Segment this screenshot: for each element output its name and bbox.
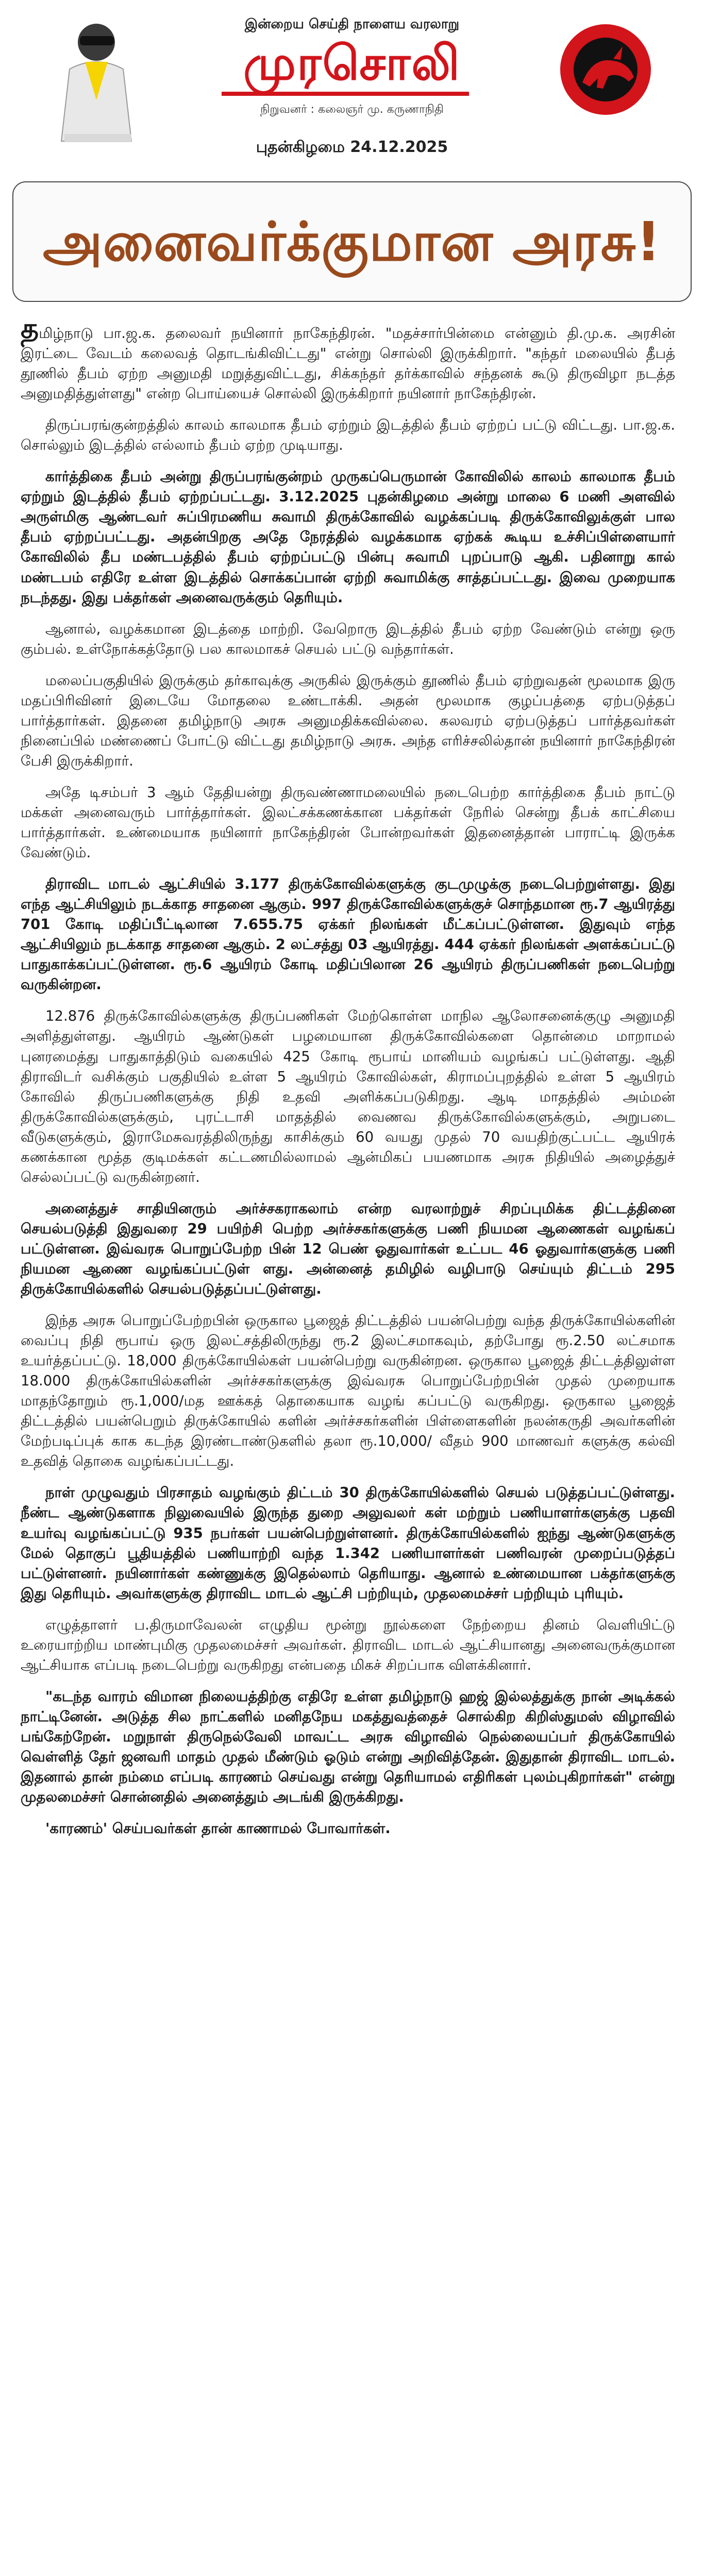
paragraph-3: கார்த்திகை தீபம் அன்று திருப்பரங்குன்றம் முருகப்பெருமான் கோவிலில் காலம் காலமாக தீபம் ஏற்றும் இடத்தில் தீபம் ஏற்றப்பட்டது. 3.12.2025 புதன்கிழமை அன்று மாலை 6 மணி அளவில் அருள்மிகு ஆண்டவர் சுப்பிரமணிய சுவாமி திருக்கோவில் வழக்கப்படி திருக்கோவிலுக்குள் பால தீபம் ஏற்றப்பட்டது. அதன்பிறகு அதே நேரத்தில் வழக்கமாக ஏற்கக் கூடிய உச்சிப்பிள்ளையார் கோவிலில் தீப மண்டபத்தில் தீபம் ஏற்றப்பட்டு பின்பு சுவாமி புறப்பாடு ஆகி. பதினாறு கால் மண்டபம் எதிரே உள்ள இடத்தில் சொக்கப்பான் ஏற்றி சுவாமிக்கு சாத்தப்பட்டது. இவை முறையாக நடந்தது. இது பக்தர்கள் அனைவருக்கும் தெரியும். [21, 468, 675, 606]
drop-cap: த [21, 312, 39, 345]
paragraph-8: 12.876 திருக்கோவில்களுக்கு திருப்பணிகள் மேற்கொள்ள மாநில ஆலோசனைக்குழு அனுமதி அளித்துள்ளது. ஆயிரம் ஆண்டுகள் பழமையான திருக்கோவில்களை தொன்மை மாறாமல் புனரமைத்து பாதுகாத்திடும் வகையில் 425 கோடி ரூபாய் மானியம் வழங்கப் பட்டுள்ளது. ஆதி திராவிடர் வசிக்கும் பகுதியில் உள்ள 5 ஆயிரம் கோவில்கள், கிராமப்புறத்தில் உள்ள 5 ஆயிரம் கோவில் திருப்பணிகளுக்கு நிதி உதவி அளிக்கப்படுகிறது. ஆடி மாதத்தில் அம்மன் திருக்கோவில்களுக்கும், புரட்டாசி மாதத்தில் வைணவ திருக்கோவில்களுக்கும், அறுபடை வீடுகளுக்கும், இராமேசுவரத்திலிருந்து காசிக்கும் 60 வயது முதல் 70 வயதிற்குட்பட்ட ஆயிரக் கணக்கான மூத்த குடிமக்கள் கட்டணமில்லாமல் ஆன்மிகப் பயணமாக அரசு நிதியில் அழைத்துச் செல்லப்பட்டு வருகின்றனர். [21, 1008, 675, 1185]
paragraph-7: திராவிட மாடல் ஆட்சியில் 3.177 திருக்கோவில்களுக்கு குடமுழுக்கு நடைபெற்றுள்ளது. இது எந்த ஆட்சியிலும் நடக்காத சாதனை ஆகும். 997 திருக்கோவில்களுக்குச் சொந்தமான ரூ.7 ஆயிரத்து 701 கோடி மதிப்பீட்டிலான 7.655.75 ஏக்கர் நிலங்கள் மீட்கப்பட்டுள்ளன. இதுவும் எந்த ஆட்சியிலும் நடக்காத சாதனை ஆகும். 2 லட்சத்து 03 ஆயிரத்து. 444 ஏக்கர் நிலங்கள் அளக்கப்பட்டு பாதுகாக்கப்பட்டுள்ளன. ரூ.6 ஆயிரம் கோடி மதிப்பிலான 26 ஆயிரம் திருப்பணிகள் நடைபெற்று வருகின்றன. [21, 876, 675, 993]
paragraph-4: ஆனால், வழக்கமான இடத்தை மாற்றி. வேறொரு இடத்தில் தீபம் ஏற்ற வேண்டும் என்று ஒரு கும்பல். உள்நோக்கத்தோடு பல காலமாகச் செயல் பட்டு வந்தார்கள். [21, 620, 675, 657]
paragraph-13: "கடந்த வாரம் விமான நிலையத்திற்கு எதிரே உள்ள தமிழ்நாடு ஹஜ் இல்லத்துக்கு நான் அடிக்கல் நாட்டினேன். அடுத்த சில நாட்களில் மனிதநேய மகத்துவத்தைச் சொல்கிற கிறிஸ்துமஸ் விழாவில் பங்கேற்றேன். மறுநாள் திருநெல்வேலி மாவட்ட அரசு விழாவில் நெல்லையப்பர் திருக்கோயில் வெள்ளித் தேர் ஜனவரி மாதம் முதல் மீண்டும் ஓடும் என்று அறிவித்தேன். இதுதான் திராவிட மாடல். இதனால் தான் நம்மை எப்படி காரணம் செய்வது என்று தெரியாமல் எதிரிகள் புலம்புகிறார்கள்" என்று முதலமைச்சர் சொன்னதில் அனைத்தும் அடங்கி இருக்கிறது. [21, 1688, 675, 1806]
newspaper-name: முரசொலி [243, 35, 461, 91]
editorial-headline: அனைவர்க்குமான அரசு! [43, 210, 661, 273]
headline-box [12, 181, 692, 302]
paragraph-10: இந்த அரசு பொறுப்பேற்றபின் ஒருகால பூஜைத் திட்டத்தில் பயன்பெற்று வந்த திருக்கோயில்களின் வைப்பு நிதி ரூபாய் ஒரு இலட்சத்திலிருந்து ரூ.2 இலட்சமாகவும், தற்போது ரூ.2.50 லட்சமாக உயர்த்தப்பட்டு. 18,000 திருக்கோயில்கள் பயன்பெற்று வருகின்றன. ஒருகால பூஜைத் திட்டத்திலுள்ள 18.000 திருக்கோயில்களின் அர்ச்சகர்களுக்கு இவ்வரசு பொறுப்பேற்றபின் முதல் முறையாக மாதந்தோறும் ரூ.1,000/மத ஊக்கத் தொகையாக வழங் கப்பட்டு வருகிறது. ஒருகால பூஜைத் திட்டத்தில் பயன்பெறும் திருக்கோயில் களின் அர்ச்சகர்களின் பிள்ளைகளின் நலன்கருதி அவர்களின் மேற்படிப்புக் காக கடந்த இரண்டாண்டுகளில் தலா ரூ.10,000/ வீதம் 900 மாணவர் களுக்கு கல்வி உதவித் தொகை வழங்கப்பட்டது. [21, 1312, 675, 1470]
editorial-body [21, 314, 675, 1850]
masthead [0, 0, 704, 170]
founder-credit: நிறுவனர் : கலைஞர் மு. கருணாநிதி [260, 103, 444, 116]
paragraph-14: 'காரணம்' செய்பவர்கள் தான் காணாமல் போவார்கள். [45, 1820, 391, 1837]
masthead-divider [222, 92, 469, 96]
paragraph-11: நாள் முழுவதும் பிரசாதம் வழங்கும் திட்டம் 30 திருக்கோயில்களில் செயல் படுத்தப்பட்டுள்ளது. நீண்ட ஆண்டுகளாக நிலுவையில் இருந்த துறை அலுவலர் கள் மற்றும் பணியாளர்களுக்கு பதவி உயர்வு வழங்கப்பட்டு 935 நபர்கள் பயன்பெற்றுள்ளனர். திருக்கோயில்களில் ஐந்து ஆண்டுகளுக்கு மேல் தொகுப் பூதியத்தில் பணியாற்றி வந்த 1.342 பணியாளர்கள் பணிவரன் முறைப்படுத்தப் பட்டுள்ளனர். நயினார்கள் கண்ணுக்கு இதெல்லாம் தெரியாது. ஆனால் உண்மையான பக்தர்களுக்கு இது தெரியும். அவர்களுக்கு திராவிட மாடல் ஆட்சி பற்றியும், முதலமைச்சர் பற்றியும் புரியும். [21, 1484, 675, 1602]
paragraph-text: மிழ்நாடு பா.ஜ.க. தலைவர் நயினார் நாகேந்திரன். "மதச்சார்பின்மை என்னும் தி.மு.க. அரசின் இரட்டை வேடம் கலைவத் தொடங்கிவிட்டது" என்று சொல்லி இருக்கிறார். "கந்தர் மலையில் தீபத் தூணில் தீபம் ஏற்ற அனுமதி மறுத்துவிட்டது, சிக்கந்தர் தர்க்காவில் சந்தனக் கூடு திருவிழா நடத்த அனுமதித்துள்ளது" என்ற பொய்யைச் சொல்லி இருக்கிறார் நயினார் நாகேந்திரன். [21, 325, 675, 402]
paragraph-5: மலைப்பகுதியில் இருக்கும் தர்காவுக்கு அருகில் இருக்கும் தூணில் தீபம் ஏற்றுவதன் மூலமாக இரு மதப்பிரிவினர் இடையே மோதலை உண்டாக்கி. அதன் மூலமாக குழப்பத்தை ஏற்படுத்தப் பார்த்தார்கள். இதனை தமிழ்நாடு அரசு அனுமதிக்கவில்லை. கலவரம் ஏற்படுத்தப் பார்த்தவர்கள் நினைப்பில் மண்ணைப் போட்டு விட்டது தமிழ்நாடு அரசு. அந்த எரிச்சலில்தான் நயினார் நாகேந்திரன் பேசி இருக்கிறார். [21, 672, 675, 769]
paragraph-2: திருப்பரங்குன்றத்தில் காலம் காலமாக தீபம் ஏற்றும் இடத்தில் தீபம் ஏற்றப் பட்டு விட்டது. பா.ஜ.க. சொல்லும் இடத்தில் எல்லாம் தீபம் ஏற்ற முடியாது. [21, 417, 675, 454]
paragraph-1 [21, 314, 675, 404]
paragraph-12: எழுத்தாளர் ப.திருமாவேலன் எழுதிய மூன்று நூல்களை நேற்றைய தினம் வெளியிட்டு உரையாற்றிய மாண்புமிகு முதலமைச்சர் அவர்கள். திராவிட மாடல் ஆட்சியானது அனைவருக்குமான ஆட்சியாக எப்படி நடைபெற்று வருகிறது என்பதை மிகச் சிறப்பாக விளக்கினார். [21, 1616, 675, 1673]
issue-date: புதன்கிழமை 24.12.2025 [256, 138, 448, 156]
masthead-tagline: இன்றைய செய்தி நாளைய வரலாறு [244, 16, 460, 32]
paragraph-6: அதே டிசம்பர் 3 ஆம் தேதியன்று திருவண்ணாமலையில் நடைபெற்ற கார்த்திகை தீபம் நாட்டு மக்கள் அனைவரும் பார்த்தார்கள். இலட்சக்கணக்கான பக்தர்கள் நேரில் சென்று தீபக் காட்சியை பார்த்தார்கள். உண்மையாக நயினார் நாகேந்திரன் போன்றவர்கள் இதனைத்தான் பாராட்டி இருக்க வேண்டும். [21, 784, 676, 861]
paragraph-9: அனைத்துச் சாதியினரும் அர்ச்சகராகலாம் என்ற வரலாற்றுச் சிறப்புமிக்க திட்டத்தினை செயல்படுத்தி இதுவரை 29 பயிற்சி பெற்ற அர்ச்சகர்களுக்கு பணி நியமன ஆணைகள் வழங்கப் பட்டுள்ளன. இவ்வரசு பொறுப்பேற்ற பின் 12 பெண் ஓதுவார்கள் உட்பட 46 ஓதுவார்களுக்கு பணி நியமன ஆணை வழங்கப்பட்டுள் ளது. அன்னைத் தமிழில் வழிபாடு செய்யும் திட்டம் 295 திருக்கோயில்களில் செயல்படுத்தப்பட்டுள்ளது. [21, 1200, 675, 1298]
party-emblem-icon [557, 21, 655, 118]
